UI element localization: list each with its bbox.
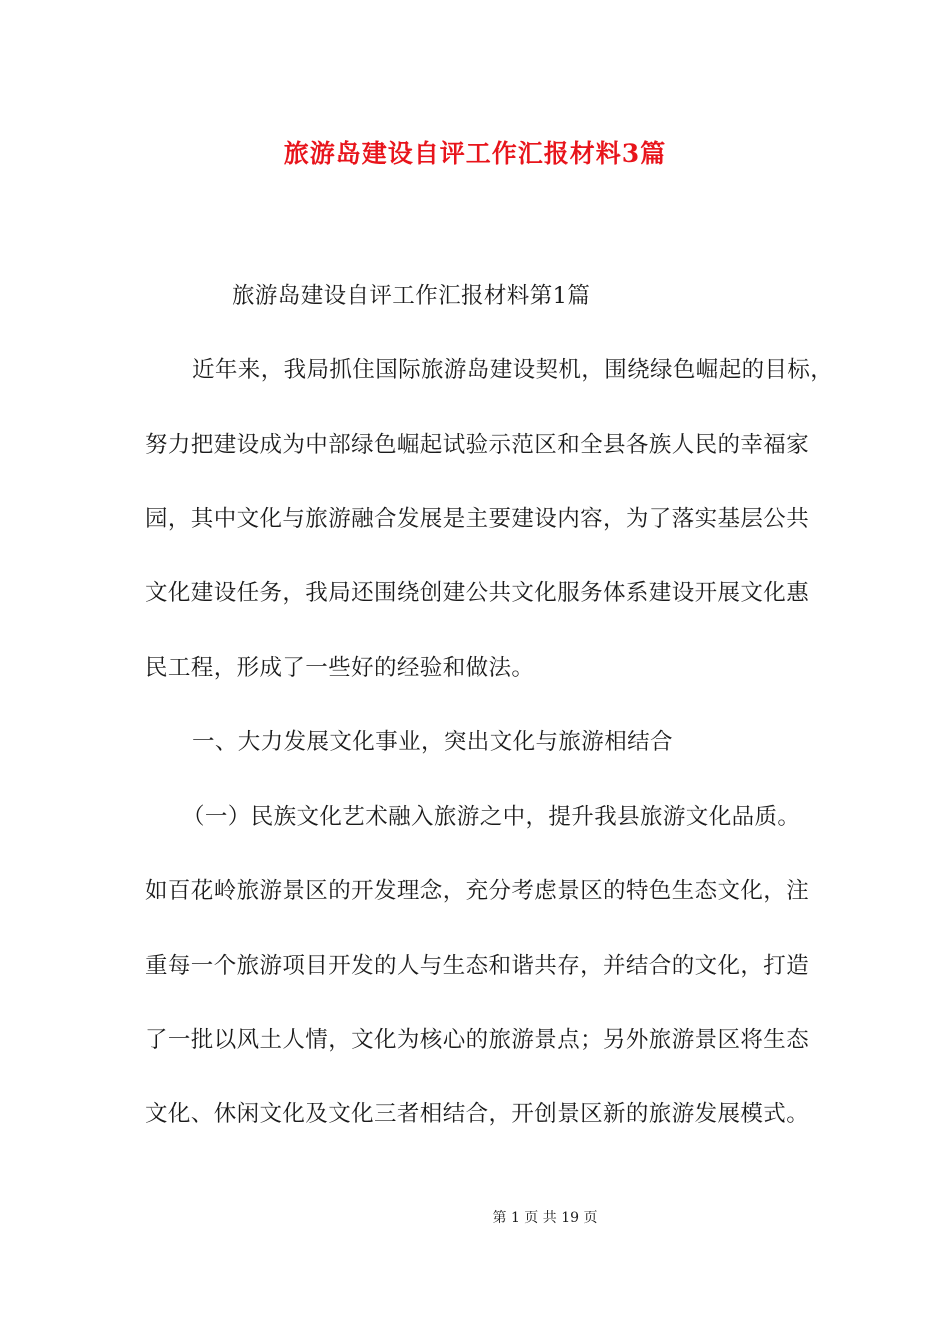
paragraph-line: 如百花岭旅游景区的开发理念，充分考虑景区的特色生态文化，注 (145, 878, 810, 904)
paragraph-line: 文化建设任务，我局还围绕创建公共文化服务体系建设开展文化惠 (145, 580, 810, 606)
paragraph-line: 近年来，我局抓住国际旅游岛建设契机，围绕绿色崛起的目标， (192, 357, 834, 383)
paragraph-line: 民工程，形成了一些好的经验和做法。 (145, 655, 535, 681)
section-heading: 一、大力发展文化事业，突出文化与旅游相结合 (192, 729, 673, 755)
paragraph-line: 重每一个旅游项目开发的人与生态和谐共存，并结合的文化，打造 (145, 953, 810, 979)
paragraph-line: 了一批以风土人情，文化为核心的旅游景点；另外旅游景区将生态 (145, 1027, 810, 1053)
document-title: 旅游岛建设自评工作汇报材料3篇 (283, 139, 667, 168)
paragraph-line: 园，其中文化与旅游融合发展是主要建设内容，为了落实基层公共 (145, 506, 810, 532)
paragraph-line: （一）民族文化艺术融入旅游之中，提升我县旅游文化品质。 (182, 804, 801, 830)
page-number-footer: 第 1 页 共 19 页 (492, 1210, 598, 1226)
paragraph-line: 努力把建设成为中部绿色崛起试验示范区和全县各族人民的幸福家 (145, 432, 810, 458)
paragraph-line: 文化、休闲文化及文化三者相结合，开创景区新的旅游发展模式。 (145, 1101, 810, 1127)
article-subheading: 旅游岛建设自评工作汇报材料第1篇 (232, 283, 591, 309)
